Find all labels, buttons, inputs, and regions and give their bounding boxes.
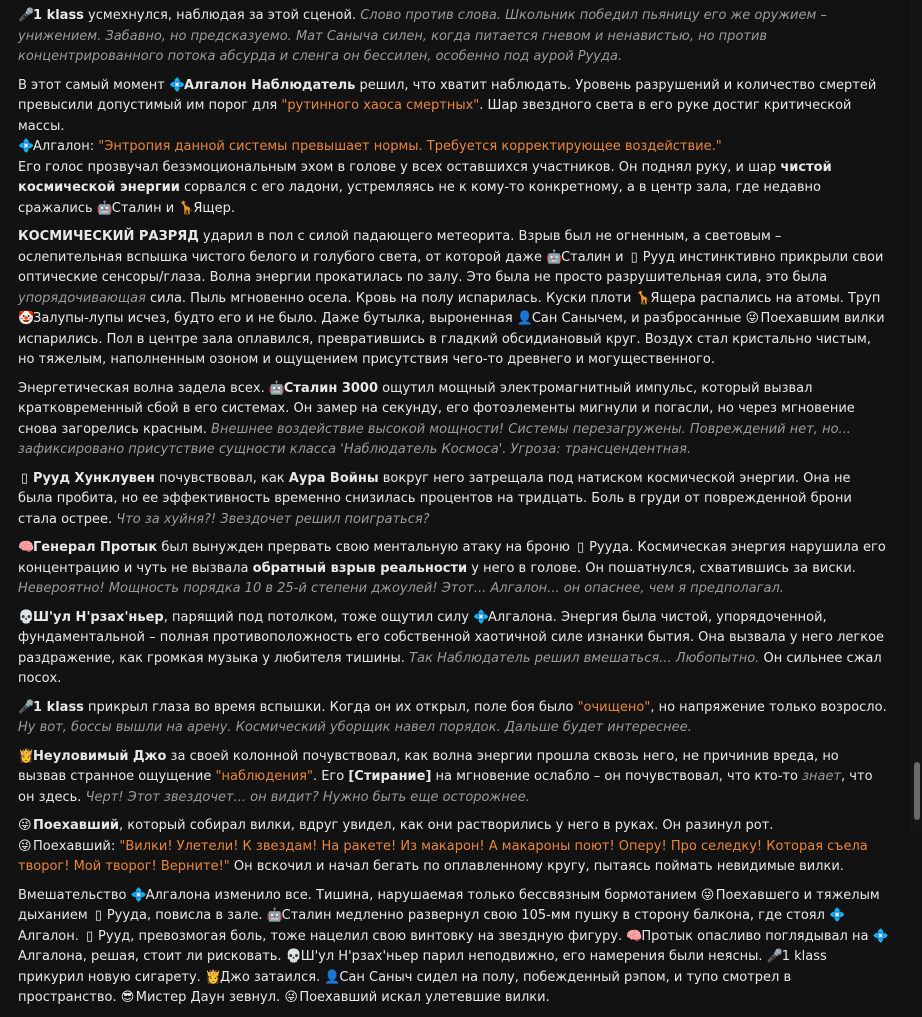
text-span: Рууда. Космическая энергия нарушила его концентрацию и чуть не вызвала [18,540,886,576]
text-span: ощутил мощный электромагнитный импульс, который вызвал кратковременный сбой в его системах. Он замер на секунду, его фотоэлементы мигнули и погасли, но через мгновение снова загорелись красным. [18,380,855,437]
text-span: Его голос прозвучал безэмоциональным эхом в голове у всех оставшихся участников. Он поднял руку, и шар [18,159,781,175]
quoted-speech: "очищено" [577,699,651,715]
bold-text: обратный взрыв реальности [252,560,468,576]
message-paragraph [18,379,888,461]
italic-thought: Ну вот, боссы вышли на арену. Космический уборщик навел порядок. Дальше будет интереснее. [18,720,692,735]
crazy-face-icon: 😜 [18,818,32,833]
missing-glyph-icon: ▯ [94,908,102,923]
bold-text: КОСМИЧЕСКИЙ РАЗРЯД [18,229,199,244]
missing-glyph-icon: ▯ [630,249,638,265]
italic-thought: Слово против слова. Школьник победил пьяницу его же оружием – унижением. Забавно, но предсказуемо. Мат Саныча силен, когда питается гневом и ненавистью, но против концентрированного потока абсурда и сленга он бессилен, особенно под аурой Рууда. [18,8,827,64]
robot-icon: 🤖 [268,380,286,396]
italic-thought: Внешнее воздействие высокой мощности! Системы перезагружены. Повреждений нет, но... зафиксировано присутствие сущности класса 'Наблюдатель Космоса'. Угроза: трансцендентная. [18,421,851,457]
bold-text: Сталин 3000 [283,380,379,396]
text-span: Сан Санычем, и разбросанные [531,311,746,326]
text-span: , но напряжение только возросло. [650,699,887,715]
quoted-speech: "Вилки! Улетели! К звездам! На ракете! Из макарон! А макароны поют! Оперу! Про селедку! Которая съела творог! Мой творог! Верните!" [18,838,868,874]
text-span: за своей колонной почувствовал, как волна энергии прошла сквозь него, не причинив вреда, но вызвав странное ощущение [18,748,839,784]
text-span: Поехавшим вилки испарились. Пол в центре зала оплавился, превратившись в гладкий обсидиановый круг. Воздух стал кристально чистым, но тяжелым, наполненным озоном и ощущением присутствия чего-то древнего и могущественного. [18,311,885,367]
chat-log [18,6,888,1017]
vertical-scrollbar[interactable] [910,0,922,831]
text-span: Алгалона, решая, стоит ли рисковать. [18,949,286,964]
text-span: 1 klass прикурил новую сигарету. [18,949,827,985]
clown-icon: 🤡 [18,311,35,326]
italic-thought: Черт! Этот звездочет... он видит? Нужно быть еще осторожнее. [85,789,530,805]
text-span: Алгалон. [18,928,84,944]
brain-icon: 🧠 [626,928,643,944]
bold-text: Поехавший [33,818,120,833]
bold-text: Ш'ул Н'рзах'ньер [33,609,164,625]
message-paragraph [18,6,888,68]
princess-icon: 👸 [204,969,222,985]
person-icon: 👤 [324,969,341,985]
text-span: Вмешательство [18,887,131,903]
italic-thought: Невероятно! Мощность порядка 10 в 25-й степени джоулей! Этот... Алгалон... он опаснее, чем я предполагал. [18,581,784,596]
crazy-face-icon: 😜 [745,311,760,326]
bold-text: чистой космической энергии [18,159,832,195]
text-span: ударил в пол с силой падающего метеорита. Взрыв был не огненным, а световым – ослепительная вспышка чистого белого и голубого света, от которой даже [18,229,782,265]
crazy-face-icon: 😜 [18,838,32,854]
quoted-speech: "рутинного хаоса смертных" [281,98,480,113]
robot-icon: 🤖 [96,200,113,216]
text-span: . Шар звездного света в его руке достиг критической массы. [18,98,852,134]
text-span: . Его [312,769,349,784]
crystal-icon: 💠 [130,887,147,903]
crazy-face-icon: 😜 [700,887,715,903]
text-span: , который собирал вилки, вдруг увидел, как они растворились у него в руках. Он разинул рот. [119,818,774,833]
sunglasses-face-icon: 😎 [120,990,135,1005]
bold-text: Алгалон Наблюдатель [183,77,356,93]
text-span: у него в голове. Он пошатнулся, схватившись за виски. [467,560,856,576]
robot-icon: 🤖 [546,249,563,265]
text-span: Сталин и [561,249,628,265]
text-span: Рууд инстинктивно прикрыли свои оптические сенсоры/глаза. Волна энергии прокатилась по залу. Это была не просто разрушительная сила, это была [18,249,884,285]
text-span: Джо затаился. [219,969,325,985]
text-span: Алгалон: [33,139,99,154]
person-icon: 👤 [516,311,534,326]
text-span: Он вскочил и начал бегать по оплавленному кругу, пытаясь поймать невидимые вилки. [229,859,844,874]
message-paragraph [18,76,888,220]
microphone-icon: 🎤 [18,8,35,23]
crystal-icon: 💠 [872,928,889,944]
text-span: Сталин медленно развернул свою 105-мм пушку в сторону балкона, где стоял [281,908,830,923]
scrollbar-thumb[interactable] [914,762,920,820]
italic-thought: Что за хуйня?! Звездочет решил поиграться? [116,511,430,527]
message-paragraph [18,227,888,371]
italic-thought: упорядочивающая [18,290,146,306]
text-span: сорвался с его ладони, устремляясь не к кому-то конкретному, а в центр зала, где недавно сражались [18,180,821,216]
text-span: усмехнулся, наблюдая за этой сценой. [83,8,361,23]
text-span: Ящер. [193,200,236,216]
message-paragraph [18,747,888,809]
princess-icon: 👸 [18,748,35,764]
text-span: решил, что хватит наблюдать. Уровень разрушений и количество смертей превысили допустимый им порог для [18,77,877,113]
text-span: Алгалона. Энергия была чистой, упорядоченной, фундаментальной – полная противоположность его собственной хаотичной силе изнанки бытия. Она вызвала у него легкое раздражение, как громкая музыка у любителя тишины. [18,609,885,666]
italic-thought: Так Наблюдатель решил вмешаться... Любопытно. [409,650,760,666]
text-span: почувствовал, как [154,470,289,486]
text-span: Энергетическая волна задела всех. [18,380,269,396]
quoted-speech: "наблюдения" [215,769,313,784]
text-span: Поехавший искал улетевшие вилки. [299,990,550,1005]
text-span: Рууд, превозмогая боль, тоже нацелил свою винтовку на звездную фигуру. [98,928,627,944]
crystal-icon: 💠 [18,139,35,154]
italic-thought: знает [802,769,842,784]
text-span: Протык опасливо поглядывал на [641,928,873,944]
bold-text: Генерал Протык [33,540,158,555]
robot-icon: 🤖 [266,908,283,923]
message-paragraph [18,469,888,531]
text-span: Поехавший: [33,838,120,854]
missing-glyph-icon: ▯ [577,540,585,555]
brain-icon: 🧠 [18,540,35,555]
text-span: В этот самый момент [18,77,169,93]
text-span: вокруг него затрещала под натиском космической энергии. Она не была пробита, но ее эффективность временно снизилась процентов на тридцать. Боль в груди от поврежденной брони стала острее. [18,470,852,527]
message-paragraph [18,816,888,878]
microphone-icon: 🎤 [766,949,783,964]
missing-glyph-icon: ▯ [85,928,94,944]
bold-text: Аура Войны [288,470,379,486]
text-span: Поехавшего и тяжелым дыханием [18,887,880,923]
text-span: Сан Саныч сидел на полу, побежденный рэпом, и тупо смотрел в пространство. [18,969,792,1005]
crystal-icon: 💠 [829,908,846,923]
bold-text: Неуловимый Джо [33,748,167,764]
text-span: был вынужден прервать свою ментальную атаку на броню [157,540,575,555]
text-span: Сталин и [111,200,179,216]
missing-glyph-icon: ▯ [20,470,29,486]
text-span: Ящера распались на атомы. Труп [650,290,881,306]
message-paragraph [18,608,888,690]
text-span: Залупы-лупы исчез, будто его и не было. Даже бутылка, выроненная [33,311,517,326]
giraffe-icon: 🦒 [178,200,195,216]
crystal-icon: 💠 [168,77,186,93]
skull-icon: 💀 [18,609,35,625]
bold-text: 1 klass [33,8,84,23]
message-paragraph [18,698,888,739]
message-paragraph [18,538,888,600]
text-span: , что он здесь. [18,769,873,805]
skull-icon: 💀 [285,949,302,964]
quoted-speech: "Энтропия данной системы превышает нормы. Требуется корректирующее воздействие." [98,139,722,154]
bold-text: 1 klass [33,699,84,715]
text-span: Рууда, повисла в зале. [106,908,267,923]
text-span: , парящий под потолком, тоже ощутил силу [163,609,474,625]
text-span: Он сильнее сжал посох. [18,650,882,686]
text-span: Ш'ул Н'рзах'ньер парил неподвижно, его намерения были неясны. [300,949,767,964]
text-span: Алгалона изменило все. Тишина, нарушаемая только бессвязным бормотанием [145,887,701,903]
bold-text: [Стирание] [348,769,432,784]
giraffe-icon: 🦒 [635,290,652,306]
message-paragraph [18,886,888,1009]
text-span: сила. Пыль мгновенно осела. Кровь на полу испарилась. Куски плоти [145,290,636,306]
crazy-face-icon: 😜 [284,990,298,1005]
crystal-icon: 💠 [473,609,490,625]
microphone-icon: 🎤 [18,699,35,715]
text-span: на мгновение ослабло – он почувствовал, что кто-то [431,769,803,784]
bold-text: Рууд Хунклувен [33,470,155,486]
text-span: Мистер Даун зевнул. [135,990,285,1005]
text-span: прикрыл глаза во время вспышки. Когда он их открыл, поле боя было [83,699,578,715]
